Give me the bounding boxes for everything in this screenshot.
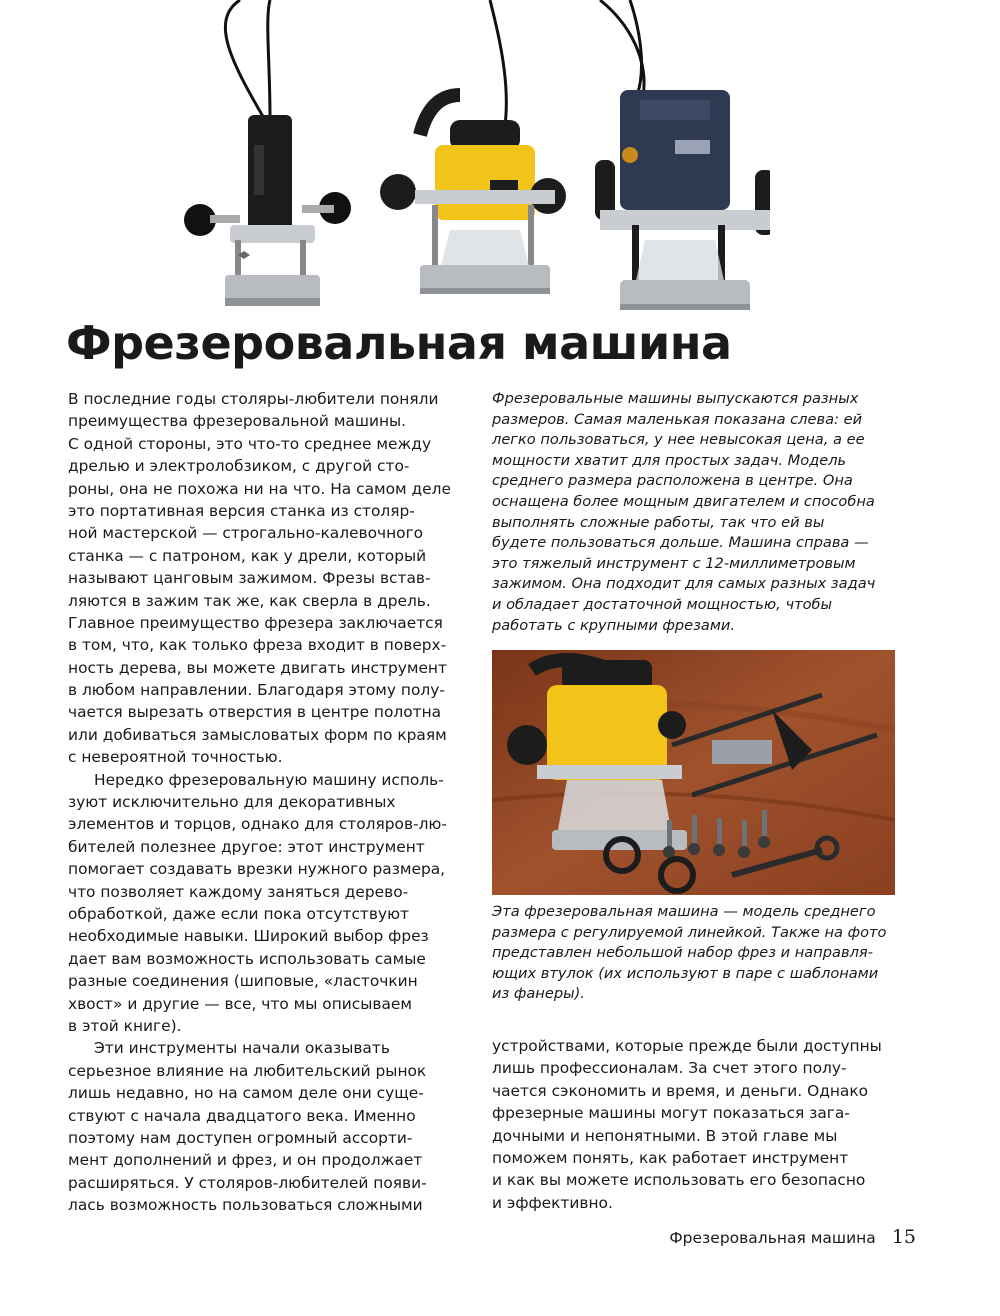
caption-line: размера с регулируемой линейкой. Также на фото xyxy=(492,923,887,941)
text-line: хвост» и другие — все, что мы описываем xyxy=(68,994,412,1013)
text-line: Главное преимущество фрезера заключается xyxy=(68,613,443,632)
text-line: серьезное влияние на любительский рынок xyxy=(68,1061,427,1080)
routers-caption xyxy=(492,389,902,636)
text-line: с невероятной точностью. xyxy=(68,748,283,767)
text-line: в любом направлении. Благодаря этому полу- xyxy=(68,681,445,700)
text-line: расширяться. У столяров-любителей появи- xyxy=(68,1173,427,1192)
text-line: дрелью и электролобзиком, с другой сто- xyxy=(68,457,410,476)
text-line: поэтому нам доступен огромный ассорти- xyxy=(68,1128,413,1147)
caption-line: ющих втулок (их используют в паре с шаблонами xyxy=(492,964,879,982)
running-head: Фрезеровальная машина xyxy=(669,1229,876,1247)
small-router xyxy=(184,115,351,306)
text-line: станка — с патроном, как у дрели, который xyxy=(68,546,427,565)
text-line: лишь недавно, но на самом деле они суще- xyxy=(68,1084,424,1103)
router-accessories-photo xyxy=(492,650,895,895)
caption-line: будете пользоваться дольше. Машина справа — xyxy=(492,534,869,552)
page-number: 15 xyxy=(891,1226,916,1248)
text-line: ность дерева, вы можете двигать инструмент xyxy=(68,658,447,677)
caption-line: представлен небольшой набор фрез и направля- xyxy=(492,944,873,962)
text-line: В последние годы столяры-любители поняли xyxy=(68,390,439,408)
text-line: преимущества фрезеровальной машины. xyxy=(68,412,407,431)
text-line: устройствами, которые прежде были доступны xyxy=(492,1037,882,1055)
text-line: поможем понять, как работает инструмент xyxy=(492,1148,849,1167)
caption-line: среднего размера расположена в центре. Она xyxy=(492,472,853,490)
text-line: дочными и непонятными. В этой главе мы xyxy=(492,1126,838,1145)
text-line: фрезерные машины могут показаться зага- xyxy=(492,1104,850,1123)
caption-line: зажимом. Она подходит для самых разных задач xyxy=(492,575,876,593)
page-footer xyxy=(669,1226,916,1248)
right-column-text xyxy=(492,1035,902,1214)
text-line: это портативная версия станка из столяр- xyxy=(68,501,415,520)
medium-router xyxy=(380,95,566,294)
accessories-caption xyxy=(492,902,902,1005)
caption-line: Фрезеровальные машины выпускаются разных xyxy=(492,390,859,407)
text-line: бителей полезнее другое: этот инструмент xyxy=(68,837,425,856)
text-line: или добиваться замысловатых форм по краям xyxy=(68,725,447,744)
caption-line: размеров. Самая маленькая показана слева: ей xyxy=(492,410,863,428)
page-title: Фрезеровальная машина xyxy=(66,316,732,370)
text-line: называют цанговым зажимом. Фрезы встав- xyxy=(68,569,431,588)
caption-line: из фанеры). xyxy=(492,985,585,1003)
text-line: ствуют с начала двадцатого века. Именно xyxy=(68,1106,416,1125)
text-line: Эти инструменты начали оказывать xyxy=(94,1039,390,1058)
caption-line: это тяжелый инструмент с 12-миллиметровым xyxy=(492,554,856,572)
text-line: в этой книге). xyxy=(68,1016,182,1035)
caption-line: оснащена более мощным двигателем и способна xyxy=(492,492,875,510)
routers-photo xyxy=(170,0,770,330)
text-line: лась возможность пользоваться сложными xyxy=(68,1196,423,1215)
left-column-text xyxy=(68,388,468,1216)
text-line: и как вы можете использовать его безопасно xyxy=(492,1171,866,1190)
large-router xyxy=(595,90,770,310)
text-line: лишь профессионалам. За счет этого полу- xyxy=(492,1059,847,1078)
text-line: ной мастерской — строгально-калевочного xyxy=(68,524,424,543)
caption-line: и обладает достаточной мощностью, чтобы xyxy=(492,595,833,613)
text-line: необходимые навыки. Широкий выбор фрез xyxy=(68,927,429,946)
text-line: Нередко фрезеровальную машину исполь- xyxy=(94,770,444,789)
text-line: дает вам возможность использовать самые xyxy=(68,949,426,968)
text-line: и эффективно. xyxy=(492,1193,613,1212)
text-line: С одной стороны, это что-то среднее между xyxy=(68,434,432,453)
caption-line: Эта фрезеровальная машина — модель среднего xyxy=(492,903,876,920)
text-line: чается вырезать отверстия в центре полотна xyxy=(68,703,442,722)
text-line: ляются в зажим так же, как сверла в дрель. xyxy=(68,591,431,610)
text-line: в том, что, как только фреза входит в поверх- xyxy=(68,636,447,655)
text-line: обработкой, даже если пока отсутствуют xyxy=(68,904,409,923)
text-line: зуют исключительно для декоративных xyxy=(68,793,396,812)
text-line: чается сэкономить и время, и деньги. Однако xyxy=(492,1081,869,1100)
caption-line: работать с крупными фрезами. xyxy=(492,616,735,634)
caption-line: мощности хватит для простых задач. Модель xyxy=(492,451,847,469)
text-line: помогает создавать врезки нужного размера, xyxy=(68,860,446,879)
text-line: роны, она не похожа ни на что. На самом деле xyxy=(68,479,451,498)
text-line: элементов и торцов, однако для столяров-лю- xyxy=(68,815,447,834)
text-line: что позволяет каждому заняться дерево- xyxy=(68,882,409,901)
caption-line: легко пользоваться, у нее невысокая цена, а ее xyxy=(492,431,865,449)
text-line: мент дополнений и фрез, и он продолжает xyxy=(68,1151,423,1170)
text-line: разные соединения (шиповые, «ласточкин xyxy=(68,972,418,991)
caption-line: выполнять сложные работы, так что ей вы xyxy=(492,513,825,531)
